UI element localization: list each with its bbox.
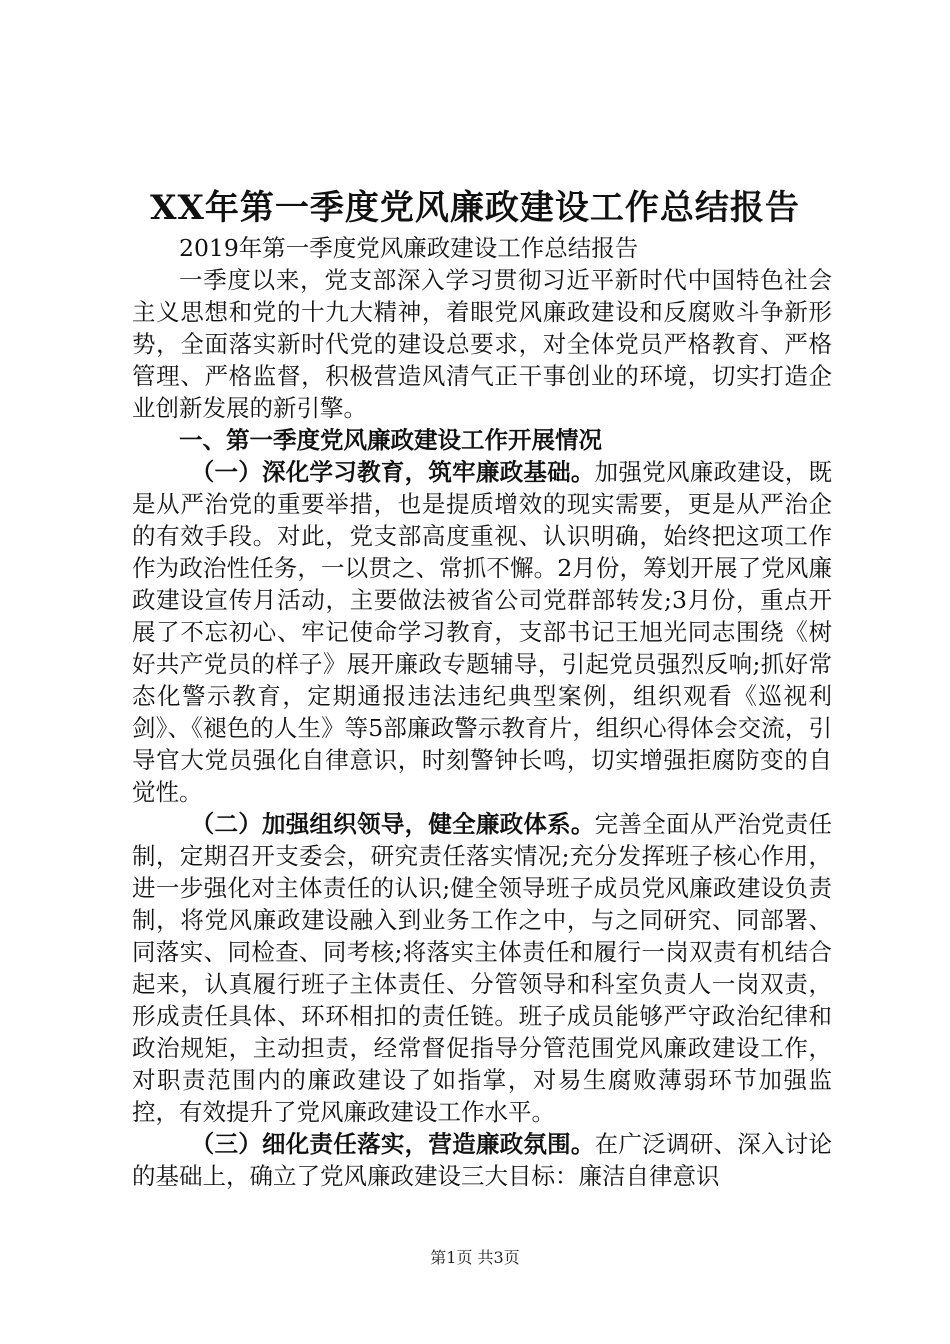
item-lead: （一）深化学习教育，筑牢廉政基础。 [190, 458, 595, 486]
item-text: 完善全面从严治党责任制，定期召开支委会，研究责任落实情况;充分发挥班子核心作用，进一步强化对主体责任的认识;健全领导班子成员党风廉政建设负责制，将党风廉政建设融入到业务工作之中，与之同研究、同部署、同落实、同检查、同考核;将落实主体责任和履行一岗双责有机结合起来，认真履行班子主体责任、分管领导和科室负责人一岗双责，形成责任具体、环环相扣的责任链。班子成员能够严守政治纪律和政治规矩，主动担责，经常督促指导分管范围党风廉政建设工作，对职责范围内的廉政建设了如指掌，对易生腐败薄弱环节加强监控，有效提升了党风廉政建设工作水平。 [132, 810, 833, 1126]
item-text: 加强党风廉政建设，既是从严治党的重要举措，也是提质增效的现实需要，更是从严治企的有效手段。对此，党支部高度重视、认识明确，始终把这项工作作为政治性任务，一以贯之、常抓不懈。2月份，筹划开展了党风廉政建设宣传月活动，主要做法被省公司党群部转发;3月份，重点开展了不忘初心、牢记使命学习教育，支部书记王旭光同志围绕《树好共产党员的样子》展开廉政专题辅导，引起党员强烈反响;抓好常态化警示教育，定期通报违法违纪典型案例，组织观看《巡视利剑》、《褪色的人生》等5部廉政警示教育片，组织心得体会交流，引导官大党员强化自律意识，时刻警钟长鸣，切实增强拒腐防变的自觉性。 [132, 458, 833, 806]
page-footer: 第1页 共3页 [430, 1248, 520, 1267]
item-text: 在广泛调研、深入讨论的基础上，确立了党风廉政建设三大目标：廉洁自律意识 [132, 1130, 833, 1190]
document-subtitle: 2019年第一季度党风廉政建设工作总结报告 [179, 234, 639, 262]
intro-paragraph: 一季度以来，党支部深入学习贯彻习近平新时代中国特色社会主义思想和党的十九大精神，着眼党风廉政建设和反腐败斗争新形势，全面落实新时代党的建设总要求，对全体党员严格教育、严格管理、严格监督，积极营造风清气正干事创业的环境，切实打造企业创新发展的新引擎。 [132, 266, 832, 422]
item-paragraph-1 [132, 456, 832, 808]
item-paragraph-2 [132, 808, 832, 1128]
item-lead: （三）细化责任落实，营造廉政氛围。 [190, 1130, 595, 1158]
item-lead: （二）加强组织领导，健全廉政体系。 [190, 810, 595, 838]
section-heading: 一、第一季度党风廉政建设工作开展情况 [179, 426, 602, 454]
item-paragraph-3 [132, 1128, 832, 1192]
document-body [132, 232, 832, 1192]
document-title: XX年第一季度党风廉政建设工作总结报告 [150, 188, 800, 228]
